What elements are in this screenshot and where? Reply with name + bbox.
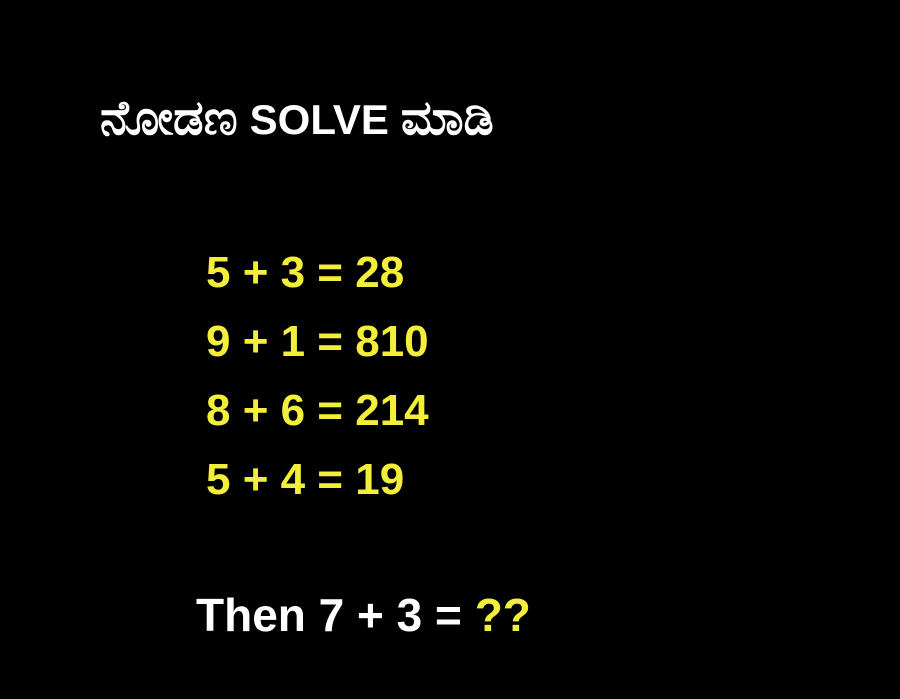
title-solve-word: SOLVE [249, 96, 389, 143]
equation-line: 8 + 6 = 214 [206, 386, 429, 435]
puzzle-question [196, 586, 531, 644]
equation-list [206, 244, 429, 520]
question-text: Then 7 + 3 = [196, 589, 475, 641]
title-kannada-prefix: ನೋಡಣ [100, 90, 238, 146]
equation-line: 5 + 4 = 19 [206, 455, 405, 504]
puzzle-title [100, 88, 494, 148]
equation-line: 9 + 1 = 810 [206, 317, 429, 366]
question-unknown: ?? [474, 589, 531, 641]
title-kannada-suffix: ಮಾಡಿ [400, 90, 494, 146]
equation-line: 5 + 3 = 28 [206, 248, 405, 297]
